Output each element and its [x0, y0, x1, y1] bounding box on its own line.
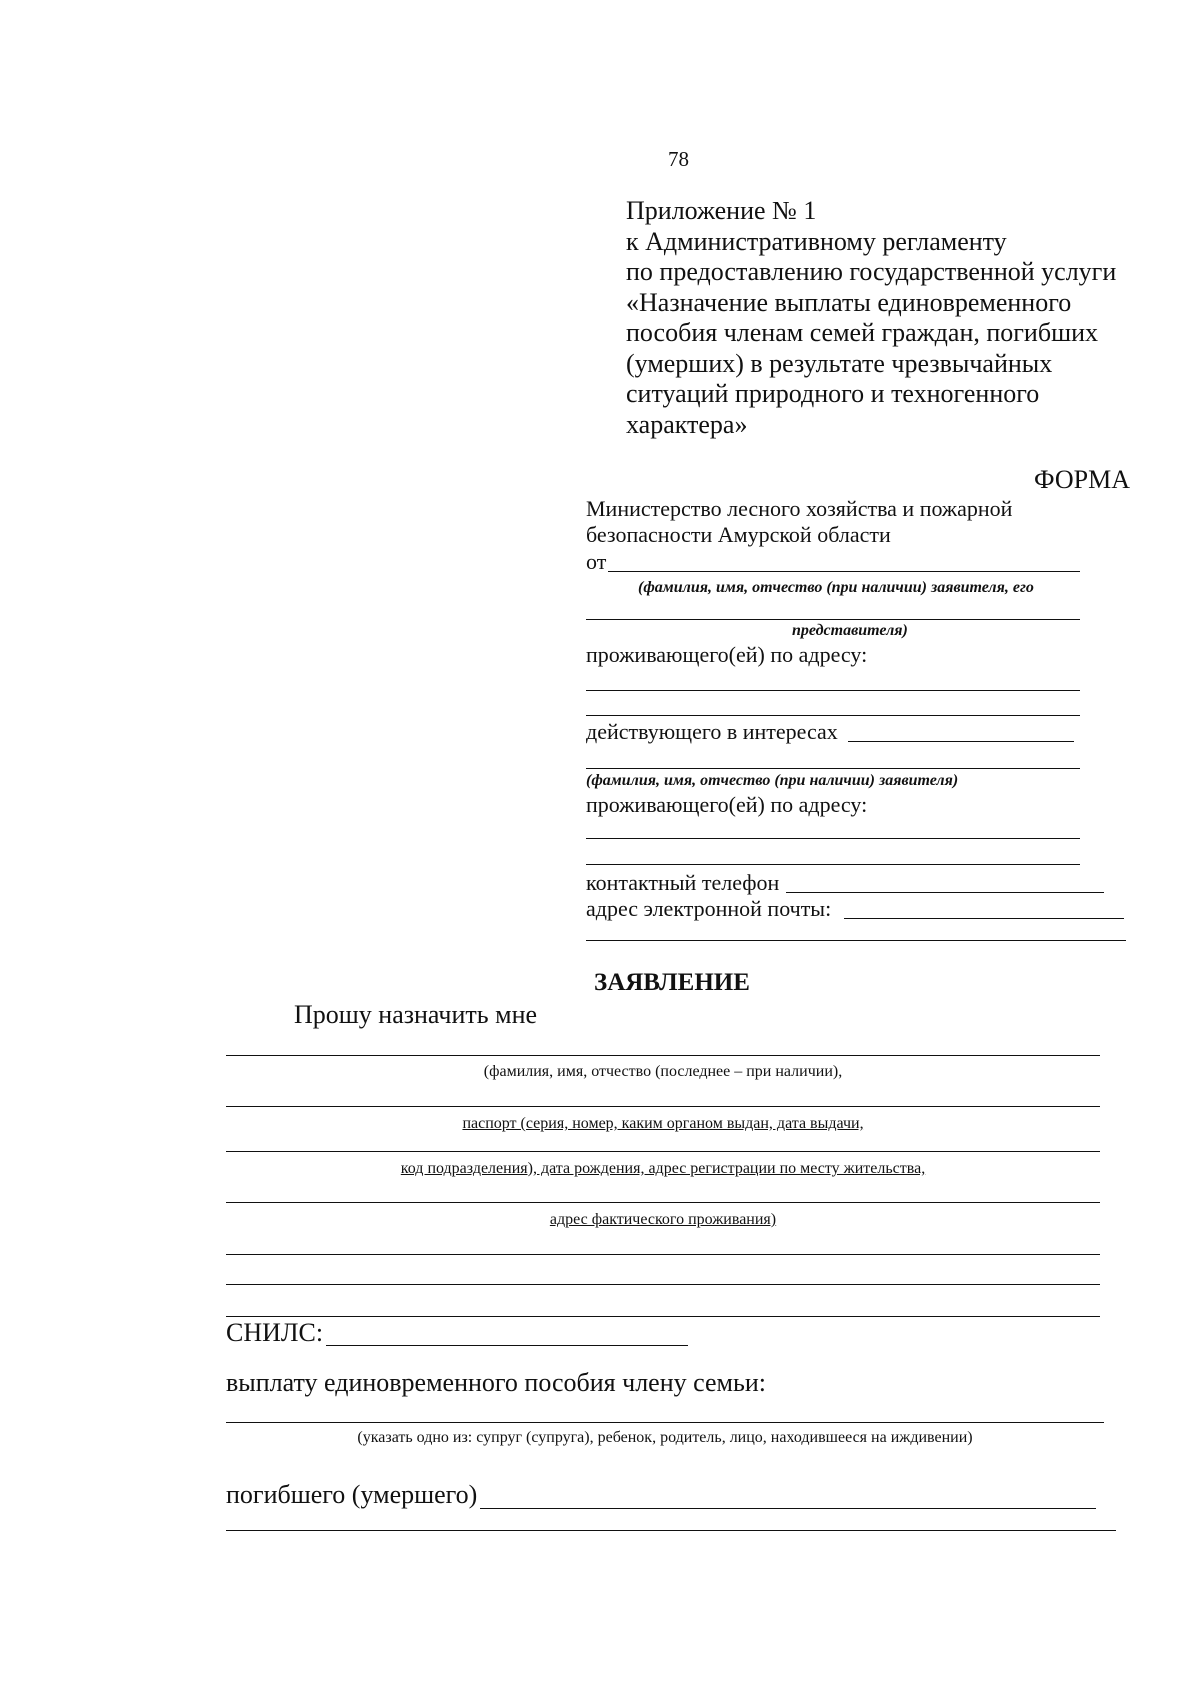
residing-label: проживающего(ей) по адресу:: [586, 642, 868, 667]
fio-caption: (фамилия, имя, отчество (последнее – при наличии),: [483, 1063, 843, 1080]
address-field-3[interactable]: [586, 838, 1080, 839]
snils-field[interactable]: [326, 1345, 688, 1346]
code-caption: код подразделения), дата рождения, адрес регистрации по месту жительства,: [400, 1160, 926, 1177]
appendix-line: (умерших) в результате чрезвычайных: [626, 348, 1053, 378]
relation-caption: (указать одно из: супруг (супруга), ребенок, родитель, лицо, находившееся на иждивении): [357, 1429, 973, 1446]
address-field-1[interactable]: [586, 690, 1080, 691]
address-field-4[interactable]: [586, 864, 1080, 865]
passport-field[interactable]: [226, 1106, 1100, 1107]
extra-field-1[interactable]: [226, 1254, 1100, 1255]
appendix-line: по предоставлению государственной услуги: [626, 257, 1117, 286]
request-text: Прошу назначить мне: [294, 1000, 538, 1029]
appendix-line: «Назначение выплаты единовременного: [626, 287, 1072, 317]
appendix-block: [626, 196, 1116, 440]
appendix-line: пособия членам семей граждан, погибших: [626, 318, 1099, 347]
passport-caption: паспорт (серия, номер, каким органом выдан, дата выдачи,: [462, 1115, 864, 1132]
extra-field-2[interactable]: [226, 1284, 1100, 1285]
email-field-2[interactable]: [586, 940, 1126, 941]
snils-label: СНИЛС:: [226, 1318, 324, 1347]
email-field[interactable]: [844, 918, 1124, 919]
addressee-line-2: безопасности Амурской области: [586, 522, 891, 547]
representative-caption: представителя): [792, 622, 908, 639]
applicant-caption: (фамилия, имя, отчество (при наличии) заявителя, его: [638, 579, 1034, 596]
applicant-name-field-2[interactable]: [586, 619, 1080, 620]
address-caption: адрес фактического проживания): [549, 1211, 777, 1228]
fio-field[interactable]: [226, 1055, 1100, 1056]
appendix-line: к Административному регламенту: [626, 226, 1007, 256]
applicant-name-field[interactable]: [608, 571, 1080, 572]
page-number: 78: [668, 147, 689, 171]
acting-for-field-2[interactable]: [586, 768, 1080, 769]
appendix-line: характера»: [626, 409, 748, 439]
extra-field-3[interactable]: [226, 1316, 1100, 1317]
residing-label-2: проживающего(ей) по адресу:: [586, 792, 868, 817]
deceased-field-2[interactable]: [226, 1530, 1116, 1531]
statement-title: ЗАЯВЛЕНИЕ: [594, 969, 750, 996]
code-field[interactable]: [226, 1151, 1100, 1152]
acting-label: действующего в интересах: [586, 719, 838, 744]
address-field-2[interactable]: [586, 715, 1080, 716]
acting-for-field[interactable]: [848, 741, 1074, 742]
phone-label: контактный телефон: [586, 870, 780, 895]
relation-field[interactable]: [226, 1422, 1104, 1423]
form-label: ФОРМА: [1034, 465, 1130, 494]
email-label: адрес электронной почты:: [586, 896, 832, 921]
deceased-label: погибшего (умершего): [226, 1480, 478, 1509]
deceased-field[interactable]: [480, 1508, 1096, 1509]
address-actual-field[interactable]: [226, 1202, 1100, 1203]
phone-field[interactable]: [786, 892, 1104, 893]
addressee-line-1: Министерство лесного хозяйства и пожарной: [586, 496, 1013, 521]
appendix-line: ситуаций природного и техногенного: [626, 379, 1040, 408]
applicant-caption-2: (фамилия, имя, отчество (при наличии) заявителя): [586, 772, 959, 789]
payment-text: выплату единовременного пособия члену семьи:: [226, 1368, 766, 1397]
from-label: от: [586, 549, 607, 574]
appendix-line: Приложение № 1: [626, 196, 817, 225]
